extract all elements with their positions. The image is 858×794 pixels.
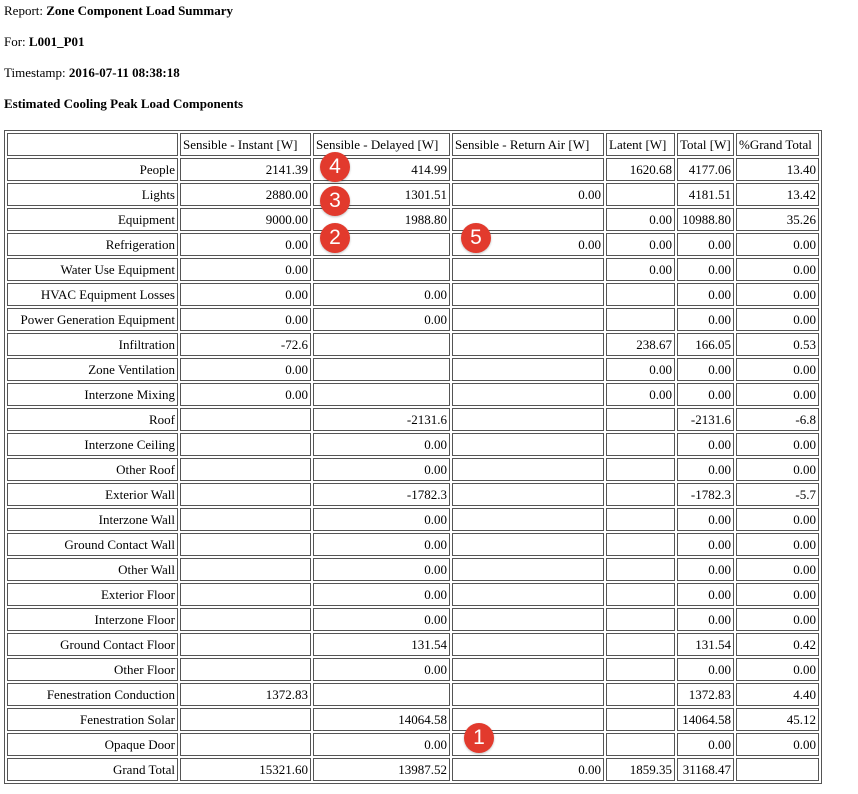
table-row (7, 333, 819, 356)
table-cell: 0.00 (677, 283, 734, 306)
table-cell (180, 633, 311, 656)
row-label: Equipment (7, 208, 178, 231)
column-header: Latent [W] (606, 133, 675, 156)
table-cell: 166.05 (677, 333, 734, 356)
table-cell: 0.00 (313, 433, 450, 456)
table-cell: 0.00 (677, 658, 734, 681)
table-cell: 0.00 (313, 283, 450, 306)
table-cell: 2141.39 (180, 158, 311, 181)
table-cell (452, 408, 604, 431)
table-cell (180, 483, 311, 506)
table-cell: 45.12 (736, 708, 819, 731)
table-cell: 1988.80 (313, 208, 450, 231)
table-cell (606, 508, 675, 531)
table-cell: 0.00 (736, 583, 819, 606)
table-cell: 0.00 (180, 233, 311, 256)
row-label: HVAC Equipment Losses (7, 283, 178, 306)
table-cell: -2131.6 (677, 408, 734, 431)
table-cell: 9000.00 (180, 208, 311, 231)
table-cell: 0.00 (452, 183, 604, 206)
annotation-badge-3: 3 (320, 186, 350, 216)
row-label: Other Wall (7, 558, 178, 581)
table-cell: 131.54 (313, 633, 450, 656)
table-cell (606, 683, 675, 706)
table-cell: 0.00 (736, 283, 819, 306)
table-cell: -1782.3 (677, 483, 734, 506)
row-label: Exterior Wall (7, 483, 178, 506)
table-cell (180, 733, 311, 756)
table-cell (452, 358, 604, 381)
table-cell: 35.26 (736, 208, 819, 231)
table-cell (606, 608, 675, 631)
table-cell (180, 583, 311, 606)
column-header: %Grand Total (736, 133, 819, 156)
table-cell: 1620.68 (606, 158, 675, 181)
column-header (7, 133, 178, 156)
table-cell: 31168.47 (677, 758, 734, 781)
table-cell (313, 383, 450, 406)
table-cell (180, 533, 311, 556)
table-cell: 4181.51 (677, 183, 734, 206)
table-cell: 0.00 (736, 358, 819, 381)
row-label: Roof (7, 408, 178, 431)
column-header: Total [W] (677, 133, 734, 156)
table-cell (452, 683, 604, 706)
table-cell: 0.00 (677, 558, 734, 581)
table-cell: 0.00 (180, 283, 311, 306)
table-cell (606, 483, 675, 506)
table-cell (180, 433, 311, 456)
table-cell (180, 408, 311, 431)
table-cell: 0.00 (677, 433, 734, 456)
table-cell (452, 458, 604, 481)
table-cell (180, 658, 311, 681)
table-row (7, 358, 819, 381)
table-cell: 0.53 (736, 333, 819, 356)
table-cell: 0.00 (677, 458, 734, 481)
table-cell (452, 333, 604, 356)
table-cell (452, 558, 604, 581)
table-row (7, 508, 819, 531)
table-cell: 0.00 (452, 233, 604, 256)
table-cell: 0.42 (736, 633, 819, 656)
table-cell (452, 658, 604, 681)
table-cell: 0.00 (313, 658, 450, 681)
table-cell: 0.00 (677, 733, 734, 756)
table-cell (452, 158, 604, 181)
table-header-row (7, 133, 819, 156)
table-row (7, 183, 819, 206)
table-cell: 0.00 (677, 383, 734, 406)
table-cell (313, 258, 450, 281)
table-cell (313, 683, 450, 706)
table-cell (606, 183, 675, 206)
row-label: Interzone Floor (7, 608, 178, 631)
table-cell (452, 583, 604, 606)
table-cell: -6.8 (736, 408, 819, 431)
table-cell (180, 458, 311, 481)
table-row (7, 558, 819, 581)
timestamp-value: 2016-07-11 08:38:18 (68, 65, 180, 80)
row-label: Refrigeration (7, 233, 178, 256)
table-cell: 0.00 (313, 608, 450, 631)
table-cell (452, 508, 604, 531)
table-cell (606, 658, 675, 681)
table-cell (736, 758, 819, 781)
table-cell (180, 558, 311, 581)
table-cell (606, 583, 675, 606)
table-cell: 0.00 (313, 558, 450, 581)
table-cell: 0.00 (180, 308, 311, 331)
table-cell: 0.00 (313, 583, 450, 606)
table-cell: 0.00 (736, 508, 819, 531)
table-cell (313, 333, 450, 356)
row-label: Other Roof (7, 458, 178, 481)
table-cell (606, 408, 675, 431)
table-row (7, 308, 819, 331)
table-cell (452, 633, 604, 656)
table-cell: 1372.83 (180, 683, 311, 706)
table-cell: 14064.58 (313, 708, 450, 731)
table-cell: 0.00 (736, 658, 819, 681)
table-row (7, 408, 819, 431)
table-cell: 0.00 (677, 258, 734, 281)
table-row (7, 433, 819, 456)
table-row (7, 158, 819, 181)
column-header: Sensible - Return Air [W] (452, 133, 604, 156)
column-header: Sensible - Delayed [W] (313, 133, 450, 156)
table-cell (313, 358, 450, 381)
table-row (7, 208, 819, 231)
section-title: Estimated Cooling Peak Load Components (4, 96, 244, 111)
table-row (7, 733, 819, 756)
timestamp-line (4, 65, 180, 81)
table-cell: 0.00 (180, 358, 311, 381)
table-cell: 0.00 (677, 233, 734, 256)
cooling-load-table (4, 130, 822, 784)
table-cell (452, 383, 604, 406)
table-row (7, 283, 819, 306)
table-cell (606, 733, 675, 756)
table-cell: 1301.51 (313, 183, 450, 206)
table-cell (452, 433, 604, 456)
table-cell: 0.00 (677, 533, 734, 556)
table-cell (452, 608, 604, 631)
table-cell (452, 533, 604, 556)
table-cell (606, 533, 675, 556)
table-cell: 13987.52 (313, 758, 450, 781)
table-cell: -72.6 (180, 333, 311, 356)
table-cell: 0.00 (313, 308, 450, 331)
table-row (7, 608, 819, 631)
table-cell: 0.00 (677, 608, 734, 631)
table-cell: 0.00 (736, 458, 819, 481)
table-cell: 0.00 (313, 458, 450, 481)
table-cell: 0.00 (736, 533, 819, 556)
table-cell: 0.00 (606, 358, 675, 381)
annotation-badge-1: 1 (464, 723, 494, 753)
table-cell: 238.67 (606, 333, 675, 356)
table-cell (606, 633, 675, 656)
table-cell (180, 508, 311, 531)
table-row (7, 658, 819, 681)
table-cell (606, 433, 675, 456)
table-cell (606, 558, 675, 581)
table-cell (452, 258, 604, 281)
row-label: Ground Contact Floor (7, 633, 178, 656)
annotation-badge-4: 4 (320, 152, 350, 182)
table-cell (606, 458, 675, 481)
annotation-badge-5: 5 (461, 223, 491, 253)
row-label: Grand Total (7, 758, 178, 781)
row-label: Lights (7, 183, 178, 206)
table-cell: 0.00 (736, 558, 819, 581)
table-cell: 0.00 (606, 383, 675, 406)
table-row (7, 683, 819, 706)
table-cell: 4.40 (736, 683, 819, 706)
table-cell: 1859.35 (606, 758, 675, 781)
table-row (7, 258, 819, 281)
table-row (7, 458, 819, 481)
table-cell (452, 483, 604, 506)
table-cell: 13.42 (736, 183, 819, 206)
table-cell (606, 308, 675, 331)
table-cell: 0.00 (736, 258, 819, 281)
row-label: Water Use Equipment (7, 258, 178, 281)
report-name: Zone Component Load Summary (46, 3, 233, 18)
table-row (7, 758, 819, 781)
table-cell: 0.00 (677, 508, 734, 531)
table-cell: 2880.00 (180, 183, 311, 206)
table-cell (606, 283, 675, 306)
table-cell: 10988.80 (677, 208, 734, 231)
table-cell: 0.00 (736, 233, 819, 256)
table-row (7, 633, 819, 656)
row-label: Fenestration Solar (7, 708, 178, 731)
table-cell: 0.00 (736, 308, 819, 331)
row-label: Exterior Floor (7, 583, 178, 606)
row-label: Opaque Door (7, 733, 178, 756)
zone-name: L001_P01 (28, 34, 85, 49)
table-cell: 0.00 (677, 358, 734, 381)
row-label: Ground Contact Wall (7, 533, 178, 556)
table-cell: 4177.06 (677, 158, 734, 181)
table-cell: 0.00 (736, 433, 819, 456)
table-cell (452, 308, 604, 331)
report-line (4, 3, 233, 19)
row-label: Zone Ventilation (7, 358, 178, 381)
column-header: Sensible - Instant [W] (180, 133, 311, 156)
row-label: Interzone Wall (7, 508, 178, 531)
table-row (7, 383, 819, 406)
annotation-badge-2: 2 (320, 223, 350, 253)
table-cell: 0.00 (313, 733, 450, 756)
table-cell (452, 283, 604, 306)
table-cell: 0.00 (677, 308, 734, 331)
table-cell: 0.00 (736, 733, 819, 756)
table-cell: 0.00 (606, 258, 675, 281)
table-cell: 0.00 (606, 208, 675, 231)
row-label: Other Floor (7, 658, 178, 681)
table-cell: 0.00 (736, 608, 819, 631)
for-line (4, 34, 85, 50)
table-cell: -1782.3 (313, 483, 450, 506)
table-cell: 0.00 (606, 233, 675, 256)
row-label: Fenestration Conduction (7, 683, 178, 706)
table-cell: 0.00 (677, 583, 734, 606)
timestamp-label: Timestamp: (4, 65, 66, 80)
row-label: People (7, 158, 178, 181)
table-cell: 0.00 (180, 383, 311, 406)
for-label: For: (4, 34, 26, 49)
row-label: Interzone Ceiling (7, 433, 178, 456)
table-row (7, 583, 819, 606)
table-cell: 15321.60 (180, 758, 311, 781)
report-label: Report: (4, 3, 43, 18)
table-row (7, 483, 819, 506)
table-cell: 0.00 (736, 383, 819, 406)
table-row (7, 233, 819, 256)
row-label: Power Generation Equipment (7, 308, 178, 331)
table-cell: 0.00 (313, 533, 450, 556)
row-label: Interzone Mixing (7, 383, 178, 406)
table-cell: 14064.58 (677, 708, 734, 731)
table-cell (180, 608, 311, 631)
table-cell: 0.00 (180, 258, 311, 281)
table-row (7, 708, 819, 731)
table-cell: 131.54 (677, 633, 734, 656)
table-cell: -2131.6 (313, 408, 450, 431)
table-cell: 13.40 (736, 158, 819, 181)
table-cell: -5.7 (736, 483, 819, 506)
table-cell: 0.00 (313, 508, 450, 531)
table-row (7, 533, 819, 556)
table-cell (180, 708, 311, 731)
table-cell: 414.99 (313, 158, 450, 181)
table-cell: 1372.83 (677, 683, 734, 706)
table-cell (606, 708, 675, 731)
table-cell: 0.00 (452, 758, 604, 781)
row-label: Infiltration (7, 333, 178, 356)
